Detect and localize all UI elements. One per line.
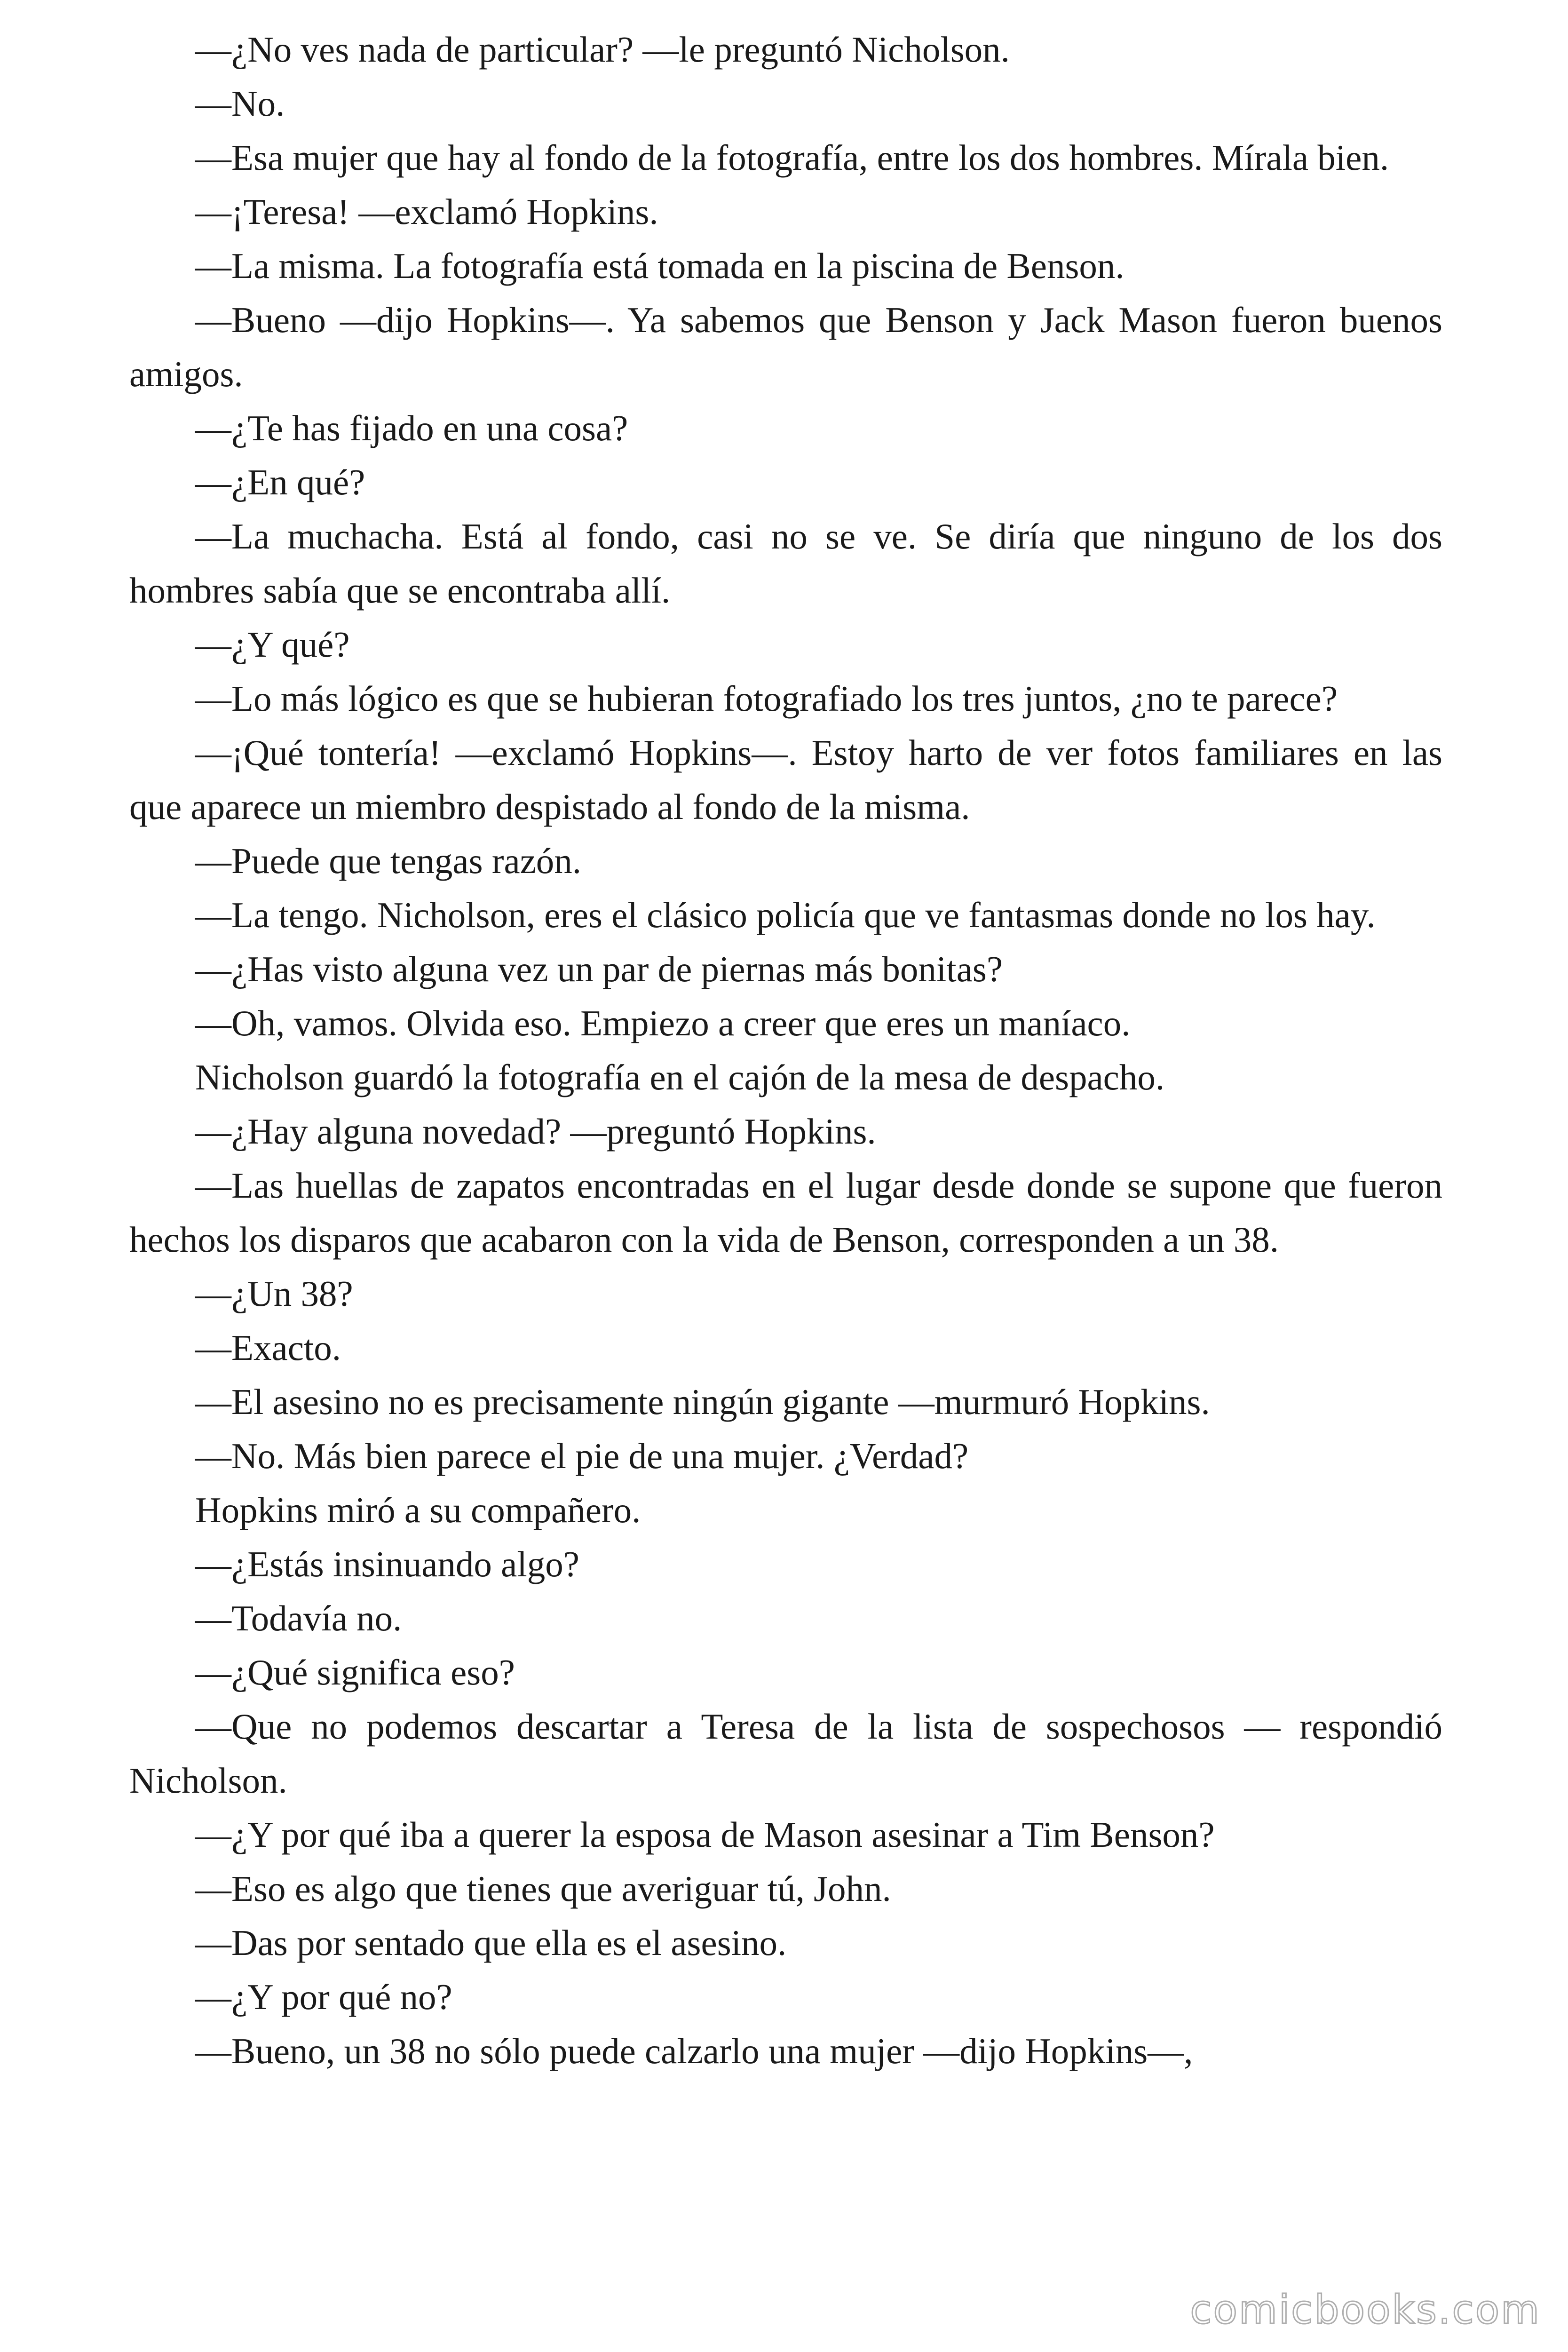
paragraph: —¿Hay alguna novedad? —preguntó Hopkins. bbox=[195, 1111, 876, 1152]
paragraph: —¿Y qué? bbox=[195, 624, 350, 665]
paragraph: —Oh, vamos. Olvida eso. Empiezo a creer que eres un maníaco. bbox=[195, 1003, 1131, 1043]
paragraph: Hopkins miró a su compañero. bbox=[195, 1490, 641, 1530]
paragraph: —¿Estás insinuando algo? bbox=[195, 1544, 579, 1584]
paragraph: —¿Qué significa eso? bbox=[195, 1652, 515, 1692]
paragraph: —Lo más lógico es que se hubieran fotografiado los tres juntos, ¿no te parece? bbox=[195, 678, 1338, 719]
paragraph: —Bueno, un 38 no sólo puede calzarlo una mujer —dijo Hopkins—, bbox=[195, 2031, 1193, 2071]
paragraph: —Que no podemos descartar a Teresa de la lista de sospechosos — respondió Nicholson. bbox=[129, 1706, 1442, 1801]
paragraph: —Bueno —dijo Hopkins—. Ya sabemos que Benson y Jack Mason fueron buenos amigos. bbox=[129, 300, 1442, 394]
paragraph: —¿Te has fijado en una cosa? bbox=[195, 408, 628, 448]
site-watermark: comicbooks.com bbox=[1190, 2287, 1541, 2333]
body-text bbox=[129, 23, 1442, 2078]
paragraph: —El asesino no es precisamente ningún gigante —murmuró Hopkins. bbox=[195, 1382, 1210, 1422]
paragraph: —¿Has visto alguna vez un par de piernas más bonitas? bbox=[195, 949, 1003, 989]
paragraph: —Las huellas de zapatos encontradas en el lugar desde donde se supone que fueron hechos los disparos que acabaron con la vida de Benson, corresponden a un 38. bbox=[129, 1165, 1442, 1260]
paragraph: —¿Y por qué iba a querer la esposa de Mason asesinar a Tim Benson? bbox=[195, 1814, 1215, 1855]
paragraph: —¿No ves nada de particular? —le preguntó Nicholson. bbox=[195, 29, 1010, 70]
paragraph: —No. bbox=[195, 83, 285, 124]
paragraph: —Todavía no. bbox=[195, 1598, 402, 1638]
paragraph: —¿Un 38? bbox=[195, 1273, 353, 1314]
paragraph: —La muchacha. Está al fondo, casi no se ve. Se diría que ninguno de los dos hombres sabía que se encontraba allí. bbox=[129, 516, 1442, 611]
paragraph: —Das por sentado que ella es el asesino. bbox=[195, 1923, 787, 1963]
paragraph: —Eso es algo que tienes que averiguar tú, John. bbox=[195, 1868, 891, 1909]
paragraph: —Esa mujer que hay al fondo de la fotografía, entre los dos hombres. Mírala bien. bbox=[195, 137, 1389, 178]
paragraph: —La misma. La fotografía está tomada en la piscina de Benson. bbox=[195, 246, 1125, 286]
paragraph: —La tengo. Nicholson, eres el clásico policía que ve fantasmas donde no los hay. bbox=[195, 895, 1376, 935]
paragraph: —¿En qué? bbox=[195, 462, 365, 502]
paragraph: —Exacto. bbox=[195, 1327, 341, 1368]
paragraph: —¡Qué tontería! —exclamó Hopkins—. Estoy harto de ver fotos familiares en las que aparece un miembro despistado al fondo de la misma. bbox=[129, 732, 1442, 827]
paragraph: —No. Más bien parece el pie de una mujer. ¿Verdad? bbox=[195, 1436, 969, 1476]
paragraph: Nicholson guardó la fotografía en el cajón de la mesa de despacho. bbox=[195, 1057, 1165, 1097]
paragraph: —¡Teresa! —exclamó Hopkins. bbox=[195, 191, 658, 232]
paragraph: —Puede que tengas razón. bbox=[195, 841, 582, 881]
paragraph: —¿Y por qué no? bbox=[195, 1977, 452, 2017]
